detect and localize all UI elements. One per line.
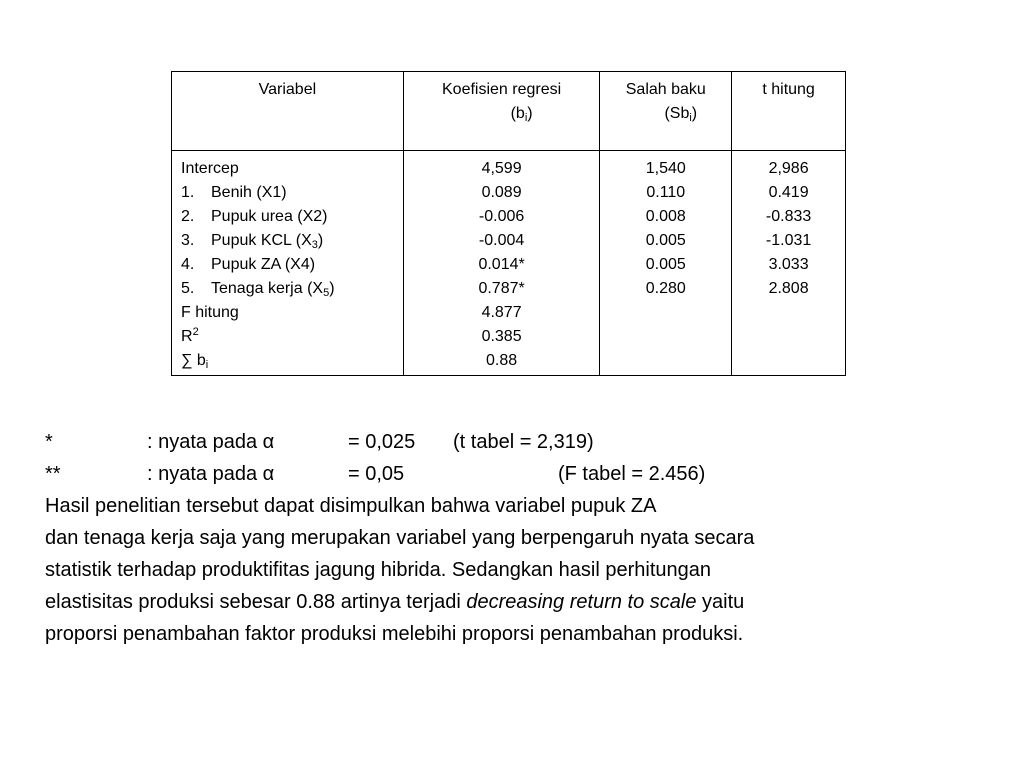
regression-table [171, 71, 846, 376]
salah-baku-value: 0.005 [645, 256, 686, 273]
note-alpha-value: = 0,025 [348, 431, 416, 453]
salah-baku-value: 0.008 [645, 208, 686, 225]
t-hitung-value: 2,986 [768, 160, 809, 177]
row-label-close: ) [317, 232, 324, 249]
header-variabel: Variabel [172, 72, 404, 151]
row-label: Pupuk urea (X2) [211, 208, 328, 225]
row-label-sub: 5 [323, 287, 330, 299]
salah-baku-column [600, 151, 732, 376]
t-hitung-value: -1.031 [765, 232, 812, 249]
header-salah-open: (Sb [664, 105, 690, 122]
row-label-pupuk-za [181, 253, 403, 277]
significance-note-1 [45, 426, 1005, 458]
note-table-value: (F tabel = 2.456) [558, 463, 706, 485]
paragraph-emphasis: decreasing return to scale [466, 591, 697, 613]
row-label-f-hitung: F hitung [181, 304, 239, 321]
row-label-base: R [181, 328, 193, 345]
row-label: Pupuk KCL (X [211, 232, 312, 249]
note-alpha-value: = 0,05 [348, 463, 405, 485]
row-label: Pupuk ZA (X4) [211, 256, 316, 273]
notes-section [45, 426, 1005, 650]
table-row [172, 151, 846, 376]
header-salah-baku [600, 72, 732, 151]
header-koefisien-open: (b [510, 105, 525, 122]
koefisien-value: 0.787* [478, 280, 525, 297]
row-label-benih [181, 181, 403, 205]
header-salah-sub: i [689, 112, 692, 124]
koefisien-column [403, 151, 600, 376]
row-number: 4. [181, 256, 195, 273]
paragraph-line: dan tenaga kerja saja yang merupakan variabel yang berpengaruh nyata secara [45, 527, 755, 549]
f-hitung-value: 4.877 [481, 304, 522, 321]
r-squared-value: 0.385 [481, 328, 522, 345]
row-number: 2. [181, 208, 195, 225]
row-label-sub: 3 [311, 239, 318, 251]
row-label-sub: i [205, 359, 209, 371]
conclusion-paragraph [45, 490, 1005, 650]
row-label-base: ∑ b [181, 352, 206, 369]
row-label-pupuk-kcl [181, 229, 403, 253]
t-hitung-value: 2.808 [768, 280, 809, 297]
row-label-intercep: Intercep [181, 160, 239, 177]
header-koefisien-line2 [404, 102, 600, 126]
salah-baku-value: 0.005 [645, 232, 686, 249]
header-koefisien-sub: i [524, 112, 528, 124]
salah-baku-value: 0.280 [645, 280, 686, 297]
paragraph-line: statistik terhadap produktifitas jagung hibrida. Sedangkan hasil perhitungan [45, 559, 711, 581]
row-number: 5. [181, 280, 195, 297]
row-number: 1. [181, 184, 195, 201]
note-marker: ** [45, 463, 61, 485]
koefisien-value: -0.004 [478, 232, 525, 249]
header-salah-line2 [600, 102, 731, 126]
table-header-row [172, 72, 846, 151]
t-hitung-column [732, 151, 846, 376]
paragraph-line [45, 586, 1005, 618]
t-hitung-value: -0.833 [765, 208, 812, 225]
sum-b-value: 0.88 [486, 352, 518, 369]
koefisien-value: 4,599 [481, 160, 522, 177]
koefisien-value: -0.006 [478, 208, 525, 225]
row-label: Tenaga kerja (X [211, 280, 324, 297]
note-marker: * [45, 431, 53, 453]
header-koefisien-close: ) [527, 105, 533, 122]
header-koefisien-line1: Koefisien regresi [442, 81, 562, 98]
note-table-value: (t tabel = 2,319) [453, 431, 594, 453]
row-label-pupuk-urea [181, 205, 403, 229]
header-salah-close: ) [691, 105, 698, 122]
significance-note-2 [45, 458, 1005, 490]
row-label-close: ) [329, 280, 335, 297]
row-number: 3. [181, 232, 195, 249]
header-t-hitung: t hitung [732, 72, 846, 151]
header-salah-line1: Salah baku [625, 81, 706, 98]
salah-baku-value: 0.110 [646, 184, 686, 201]
row-label-sum-b [181, 349, 403, 373]
row-label: Benih (X1) [211, 184, 287, 201]
note-label: : nyata pada α [147, 431, 275, 453]
paragraph-line: Hasil penelitian tersebut dapat disimpulkan bahwa variabel pupuk ZA [45, 495, 657, 517]
koefisien-value: 0.089 [481, 184, 522, 201]
variable-column [172, 151, 404, 376]
paragraph-text: yaitu [696, 591, 745, 613]
row-label-tenaga-kerja [181, 277, 403, 301]
salah-baku-value: 1,540 [645, 160, 686, 177]
note-label: : nyata pada α [147, 463, 275, 485]
t-hitung-value: 3.033 [768, 256, 809, 273]
header-koefisien [403, 72, 600, 151]
koefisien-value: 0.014* [478, 256, 525, 273]
paragraph-text: elastisitas produksi sebesar 0.88 artinya terjadi [45, 591, 467, 613]
t-hitung-value: 0.419 [768, 184, 809, 201]
row-label-r-squared [181, 325, 403, 349]
paragraph-line: proporsi penambahan faktor produksi melebihi proporsi penambahan produksi. [45, 623, 744, 645]
row-label-sup: 2 [192, 326, 199, 338]
